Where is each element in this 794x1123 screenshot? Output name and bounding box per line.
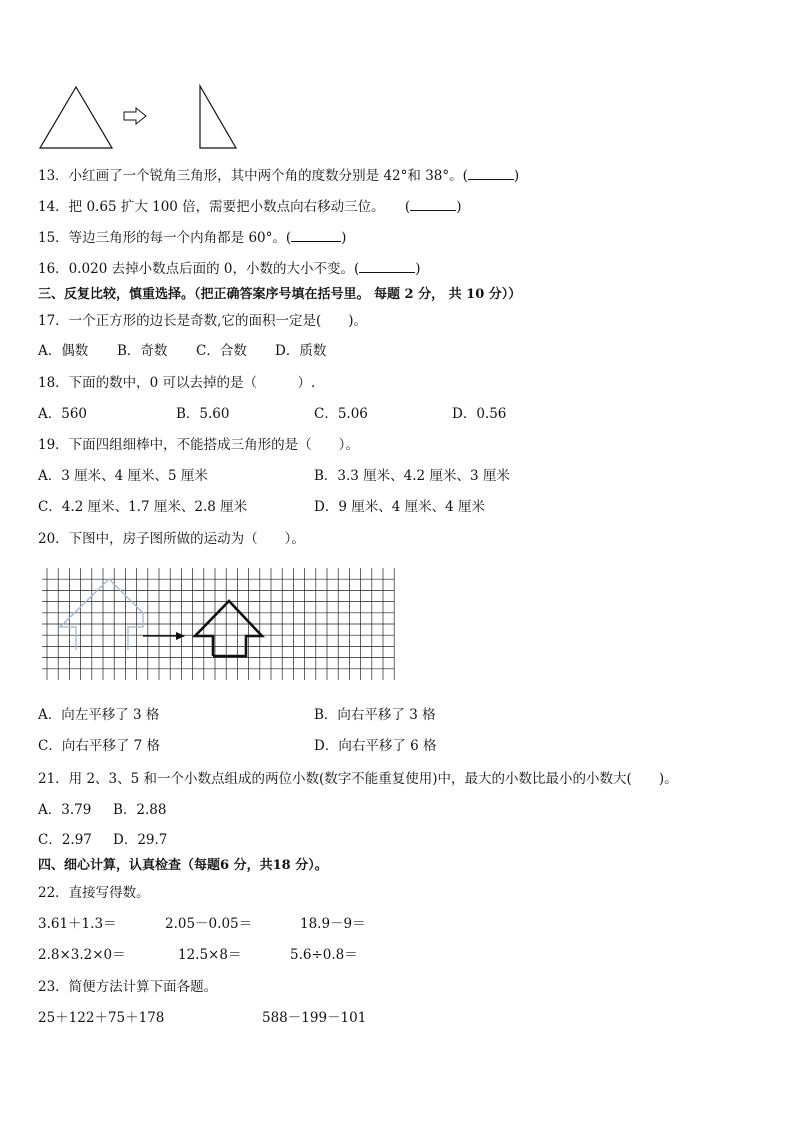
question-22-stem: 22．直接写得数。	[38, 885, 150, 901]
question-16-text: 16．0.020 去掉小数点后面的 0，小数的大小不变。(	[38, 261, 360, 277]
q20-option-b[interactable]: B．向右平移了 3 格	[314, 707, 436, 723]
question-23-stem: 23．简便方法计算下面各题。	[38, 979, 218, 995]
answer-blank-13[interactable]	[468, 166, 514, 180]
q22-expr-3: 18.9－9＝	[300, 916, 366, 932]
question-15-text: 15．等边三角形的每一个内角都是 60°。(	[38, 230, 292, 246]
answer-blank-15[interactable]	[291, 228, 341, 242]
q23-expr-2: 588－199－101	[262, 1010, 367, 1026]
q19-option-a[interactable]: A．3 厘米、4 厘米、5 厘米	[38, 468, 208, 484]
q18-option-a[interactable]: A．560	[38, 406, 88, 422]
q22-expr-4: 2.8×3.2×0＝	[38, 947, 126, 963]
question-14-text: 14．把 0.65 扩大 100 倍，需要把小数点向右移动三位。 (	[38, 199, 411, 215]
q17-option-c[interactable]: C．合数	[196, 343, 247, 359]
q18-option-b[interactable]: B．5.60	[176, 406, 230, 422]
q20-option-d[interactable]: D．向右平移了 6 格	[314, 738, 437, 754]
isosceles-triangle	[40, 87, 112, 148]
q21-option-a[interactable]: A．3.79	[38, 802, 92, 818]
hollow-right-arrow-icon	[124, 108, 146, 124]
answer-blank-14[interactable]	[410, 197, 456, 211]
q22-expr-1: 3.61＋1.3＝	[38, 916, 117, 932]
question-18-stem: 18．下面的数中，0 可以去掉的是（ ）.	[38, 375, 316, 391]
q19-option-b[interactable]: B．3.3 厘米、4.2 厘米、3 厘米	[314, 468, 510, 484]
grid-lines	[42, 568, 394, 680]
q18-option-c[interactable]: C．5.06	[314, 406, 368, 422]
q20-option-c[interactable]: C．向右平移了 7 格	[38, 738, 161, 754]
right-triangle	[200, 86, 236, 148]
question-16: 16．0.020 去掉小数点后面的 0，小数的大小不变。( )	[38, 261, 421, 277]
question-14: 14．把 0.65 扩大 100 倍，需要把小数点向右移动三位。 ( )	[38, 199, 462, 215]
q17-option-a[interactable]: A．偶数	[38, 343, 89, 359]
q22-expr-5: 12.5×8＝	[178, 947, 242, 963]
answer-blank-16[interactable]	[359, 259, 415, 273]
q21-option-b[interactable]: B．2.88	[113, 802, 167, 818]
section-4-title: 四、细心计算，认真检查（每题6 分，共18 分）。	[38, 858, 328, 873]
q22-expr-6: 5.6÷0.8＝	[290, 947, 358, 963]
question-13-text: 13．小红画了一个锐角三角形，其中两个角的度数分别是 42°和 38°。(	[38, 168, 468, 184]
q19-option-d[interactable]: D．9 厘米、4 厘米、4 厘米	[314, 499, 485, 515]
q17-option-b[interactable]: B．奇数	[117, 343, 168, 359]
section-3-title: 三、反复比较，慎重选择。（把正确答案序号填在括号里。 每题 2 分， 共 10 分））	[38, 287, 522, 302]
q20-option-a[interactable]: A．向左平移了 3 格	[38, 707, 160, 723]
q18-option-d[interactable]: D．0.56	[452, 406, 507, 422]
q22-expr-2: 2.05－0.05＝	[165, 916, 253, 932]
q19-option-c[interactable]: C．4.2 厘米、1.7 厘米、2.8 厘米	[38, 499, 248, 515]
house-translation-grid	[42, 565, 402, 691]
translated-house-shape	[195, 601, 262, 656]
question-15: 15．等边三角形的每一个内角都是 60°。( )	[38, 230, 347, 246]
q21-option-c[interactable]: C．2.97	[38, 832, 92, 848]
question-17-stem: 17．一个正方形的边长是奇数,它的面积一定是( )。	[38, 313, 368, 329]
question-20-stem: 20．下图中，房子图所做的运动为（ ）。	[38, 531, 305, 547]
triangle-transform-figure	[36, 84, 256, 154]
q23-expr-1: 25＋122＋75＋178	[38, 1010, 165, 1026]
q17-option-d[interactable]: D．质数	[275, 343, 327, 359]
original-house-shape	[60, 579, 143, 650]
q21-option-d[interactable]: D．29.7	[113, 832, 168, 848]
question-13: 13．小红画了一个锐角三角形，其中两个角的度数分别是 42°和 38°。( )	[38, 168, 520, 184]
question-19-stem: 19．下面四组细棒中，不能搭成三角形的是（ ）。	[38, 437, 359, 453]
translation-arrow-head-icon	[176, 632, 185, 640]
question-21-stem: 21．用 2、3、5 和一个小数点组成的两位小数(数字不能重复使用)中，最大的小数比最小的小数大( )。	[38, 771, 678, 787]
